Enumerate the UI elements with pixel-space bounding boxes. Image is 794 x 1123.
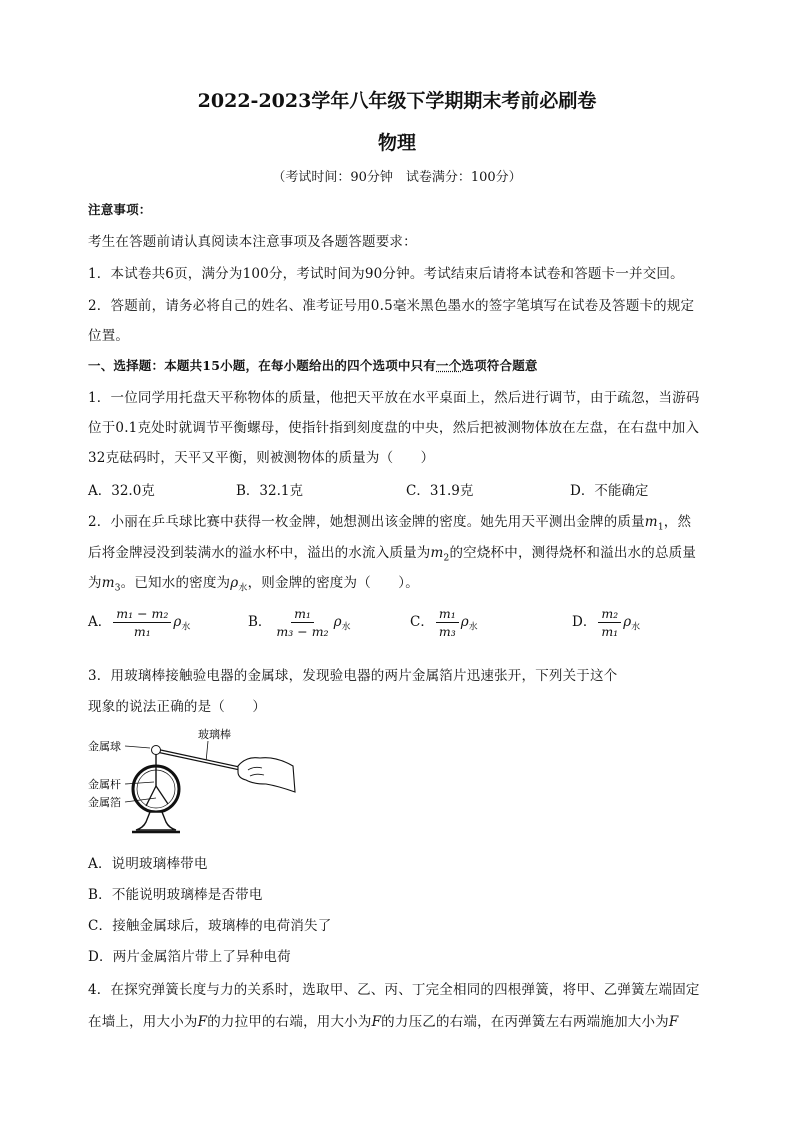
q4-force-f: F	[197, 1014, 208, 1030]
subject-title: 物理	[377, 132, 416, 154]
q2-option-d[interactable]	[572, 606, 640, 639]
q4-line-2-a: 在墙上，用大小为	[88, 1014, 198, 1030]
q2-option-b-fraction	[273, 606, 331, 639]
notes-heading: 注意事项：	[88, 202, 152, 217]
q2-line-2-pre: 后将金牌浸没到装满水的溢水杯中，溢出的水流入质量为	[88, 545, 431, 561]
leader-line	[125, 782, 154, 784]
q1-option-a[interactable]: A．32.0克	[88, 483, 155, 499]
electroscope-stand	[136, 812, 176, 830]
rho-subscript: 水	[181, 622, 191, 633]
exam-title: 2022-2023学年八年级下学期期末考前必刷卷	[197, 90, 597, 112]
fraction-denominator: m₁	[133, 624, 151, 639]
q2-line-1	[88, 510, 691, 533]
q2-var-m2-sub: 2	[443, 553, 450, 564]
fraction-denominator: m₃ − m₂	[276, 624, 329, 639]
q2-var-m3: m	[101, 575, 115, 591]
label-metal-ball: 金属球	[88, 740, 121, 753]
metal-ball	[152, 746, 161, 755]
q2-option-a-fraction	[113, 606, 171, 639]
electroscope-figure	[88, 726, 298, 836]
rho-symbol: ρ	[333, 614, 342, 630]
fraction-denominator: m₁	[601, 624, 619, 639]
q2-var-m2: m	[430, 545, 444, 561]
q4-line-2-c: 的力压乙的右端，在丙弹簧左右两端施加大小为	[381, 1014, 669, 1030]
fraction-numerator: m₂	[598, 606, 621, 623]
q2-option-b[interactable]	[248, 606, 351, 639]
q2-line-1-end: ，然	[663, 514, 692, 530]
q2-option-d-letter: D．	[572, 614, 597, 630]
q2-option-c-letter: C．	[410, 614, 434, 630]
hand-drawing	[238, 758, 295, 792]
label-glass-rod: 玻璃棒	[198, 728, 231, 741]
q2-line-1-text: 2．小丽在乒乓球比赛中获得一枚金牌，她想测出该金牌的密度。她先用天平测出金牌的质量	[88, 514, 645, 530]
q2-var-m1: m	[644, 514, 658, 530]
q2-var-m3-sub: 3	[114, 583, 121, 594]
q3-option-c[interactable]: C．接触金属球后，玻璃棒的电荷消失了	[88, 918, 332, 934]
q2-option-a-letter: A．	[88, 614, 112, 630]
rho-symbol: ρ	[173, 614, 182, 630]
rho-subscript: 水	[341, 622, 351, 633]
section-heading-pre: 一、选择题：本题共15小题，在每小题给出的四个选项中只有	[88, 358, 436, 373]
q2-option-c[interactable]	[410, 606, 478, 639]
notes-intro: 考生在答题前请认真阅读本注意事项及各题答题要求：	[88, 234, 417, 250]
metal-foil-right	[156, 786, 168, 804]
q3-line-2: 现象的说法正确的是（ ）	[88, 699, 267, 715]
q2-rho-sub: 水	[238, 583, 248, 594]
q4-line-2-b: 的力拉甲的右端，用大小为	[207, 1014, 372, 1030]
q3-option-a[interactable]: A．说明玻璃棒带电	[88, 856, 208, 872]
q2-option-b-letter: B．	[248, 614, 272, 630]
notes-item-2-cont: 位置。	[88, 328, 130, 344]
notes-item-1: 1．本试卷共6页，满分为100分，考试时间为90分钟。考试结束后请将本试卷和答题卡一并交回。	[88, 266, 684, 282]
q2-line-3-post: ，则金牌的密度为（ ）。	[247, 575, 419, 591]
q2-line-3	[88, 571, 419, 594]
q2-option-d-fraction	[598, 606, 621, 639]
q1-line-3: 32克砝码时，天平又平衡，则被测物体的质量为（ ）	[88, 450, 435, 466]
q2-line-2	[88, 541, 696, 564]
q2-line-3-mid: 。已知水的密度为	[120, 575, 231, 591]
q1-line-1: 1．一位同学用托盘天平称物体的质量，他把天平放在水平桌面上，然后进行调节，由于疏忽，当游码	[88, 390, 700, 406]
q2-var-m1-sub: 1	[657, 522, 664, 533]
q2-rho: ρ	[230, 575, 239, 591]
q4-line-2	[88, 1010, 678, 1030]
q1-option-b[interactable]: B．32.1克	[236, 483, 303, 499]
q1-option-d[interactable]: D．不能确定	[570, 483, 649, 499]
q2-line-2-post: 的空烧杯中，测得烧杯和溢出水的总质量	[449, 545, 697, 561]
q1-line-2: 位于0.1克处时就调节平衡螺母，使指针指到刻度盘的中央，然后把被测物体放在左盘，在右盘中加入	[88, 420, 700, 436]
rho-subscript: 水	[468, 622, 478, 633]
leader-line	[125, 746, 150, 748]
q2-line-3-pre: 为	[88, 575, 102, 591]
label-metal-foil: 金属箔	[88, 796, 121, 809]
rho-symbol: ρ	[460, 614, 469, 630]
q1-option-c[interactable]: C．31.9克	[406, 483, 474, 499]
fraction-numerator: m₁	[436, 606, 459, 623]
fraction-denominator: m₃	[438, 624, 456, 639]
q2-option-c-fraction	[436, 606, 459, 639]
q3-option-b[interactable]: B．不能说明玻璃棒是否带电	[88, 887, 263, 903]
q3-option-d[interactable]: D．两片金属箔片带上了异种电荷	[88, 949, 291, 965]
rho-symbol: ρ	[623, 614, 632, 630]
label-metal-stem: 金属杆	[88, 778, 121, 791]
section-heading	[88, 356, 538, 374]
q4-force-f: F	[371, 1014, 382, 1030]
fraction-numerator: m₁ − m₂	[113, 606, 171, 623]
rho-subscript: 水	[631, 622, 641, 633]
q3-line-1: 3．用玻璃棒接触验电器的金属球，发现验电器的两片金属箔片迅速张开，下列关于这个	[88, 668, 618, 684]
exam-info: （考试时间：90分钟 试卷满分：100分）	[272, 170, 522, 185]
notes-item-2: 2．答题前，请务必将自己的姓名、准考证号用0.5毫米黑色墨水的签字笔填写在试卷及答题卡的规定	[88, 298, 695, 314]
section-heading-dotted: 一个	[436, 358, 462, 373]
q2-option-a[interactable]	[88, 606, 190, 639]
q4-force-f: F	[668, 1014, 679, 1030]
section-heading-post: 选项符合题意	[461, 358, 538, 373]
leader-line	[206, 741, 208, 762]
fraction-numerator: m₁	[291, 606, 314, 623]
q4-line-1: 4．在探究弹簧长度与力的关系时，选取甲、乙、丙、丁完全相同的四根弹簧，将甲、乙弹簧左端固定	[88, 982, 700, 998]
metal-foil-left	[146, 786, 156, 806]
